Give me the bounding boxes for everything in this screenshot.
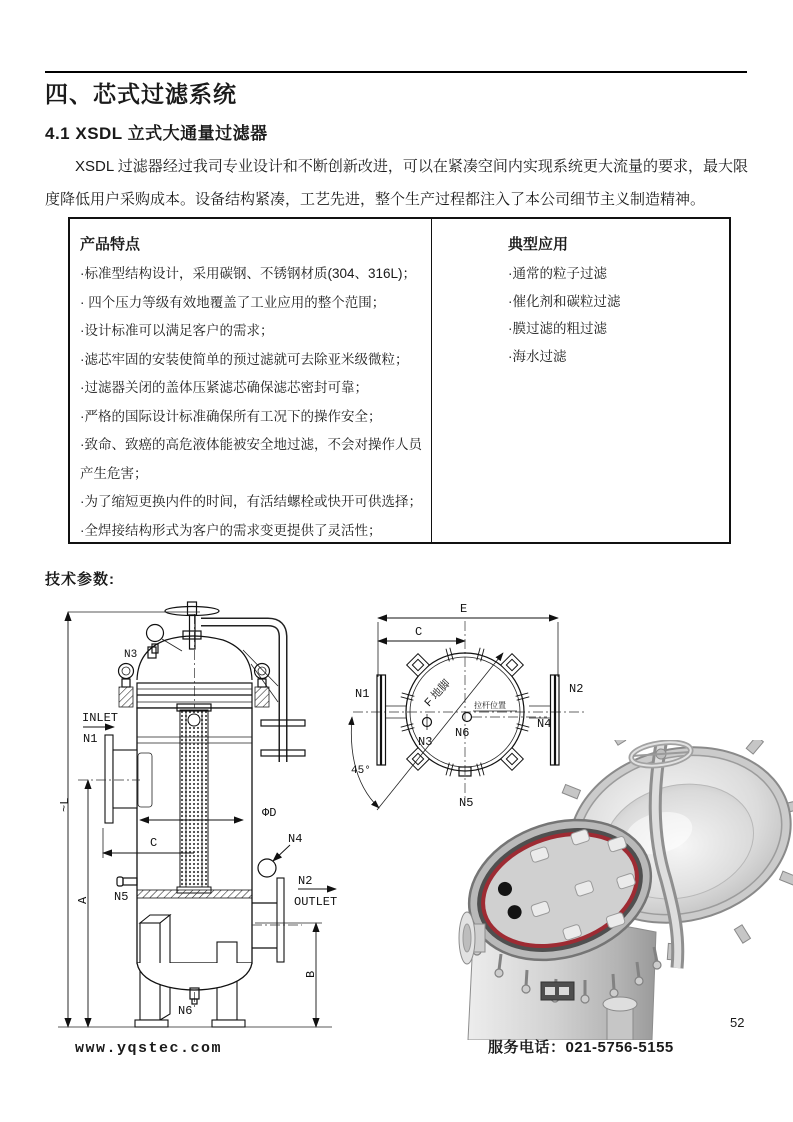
svg-text:C: C xyxy=(415,625,423,639)
label-n2-top: N2 xyxy=(569,682,584,696)
label-n6: N6 xyxy=(178,1004,193,1018)
section-title: 四、芯式过滤系统 xyxy=(45,81,237,107)
nameplate xyxy=(541,982,574,1000)
label-n4-top: N4 xyxy=(537,717,552,731)
outlet-nozzle xyxy=(252,878,302,962)
features-column xyxy=(70,219,432,542)
application-item: ·海水过滤 xyxy=(508,348,567,364)
dim-E xyxy=(378,602,558,677)
label-foot: F 地脚 xyxy=(422,677,453,710)
feature-item: ·设计标准可以满足客户的需求； xyxy=(80,323,274,338)
svg-text:E: E xyxy=(460,602,468,616)
label-n1-top: N1 xyxy=(355,687,370,701)
intro-paragraph: XSDL 过滤器经过我司专业设计和不断创新改进，可以在紧凑空间内实现系统更大流量的要求，最大限度降低用户采购成本。设备结构紧凑，工艺先进，整个生产过程都注入了本公司细节主义制造精神。 xyxy=(45,158,748,208)
feature-item: · 四个压力等级有效地覆盖了工业应用的整个范围； xyxy=(80,294,386,310)
feature-item: ·过滤器关闭的盖体压紧滤芯确保滤芯密封可靠； xyxy=(80,380,368,395)
website-link[interactable]: www.yqstec.com xyxy=(75,1040,223,1057)
front-view-drawing xyxy=(40,590,350,1040)
label-n3: N3 xyxy=(124,649,138,661)
feature-item: ·标准型结构设计，采用碳钢、不锈钢材质(304、316L)； xyxy=(80,266,417,281)
features-title: 产品特点 xyxy=(80,236,141,253)
angle-arc xyxy=(351,717,379,808)
feature-item: ·为了缩短更换内件的时间，有活结螺栓或快开可供选择； xyxy=(80,494,422,509)
pressure-gauge xyxy=(147,625,183,654)
label-n5-top: N5 xyxy=(459,796,474,810)
service-phone: 服务电话：021-5756-5155 xyxy=(488,1039,674,1056)
subsection-title: 4.1 XSDL 立式大通量过滤器 xyxy=(45,124,268,143)
header-rule xyxy=(45,71,747,73)
product-photo xyxy=(455,740,793,1040)
feature-item: ·全焊接结构形式为客户的需求变更提供了灵活性； xyxy=(80,522,382,538)
label-n4: N4 xyxy=(288,832,303,846)
tech-params-heading: 技术参数: xyxy=(45,571,115,588)
n3-boss xyxy=(423,714,432,730)
dim-C-top xyxy=(378,625,465,641)
applications-column xyxy=(432,219,729,542)
label-angle: 45° xyxy=(351,765,371,777)
application-item: ·通常的粒子过滤 xyxy=(508,266,607,281)
feature-table xyxy=(68,217,731,544)
dim-B xyxy=(255,923,322,1027)
label-n6-top: N6 xyxy=(455,726,470,740)
tube-sheet xyxy=(137,890,252,898)
label-n2: N2 xyxy=(298,874,313,888)
n5-nozzle xyxy=(117,877,137,886)
n1-flange xyxy=(377,675,407,765)
n4-gauge xyxy=(258,859,276,877)
cartridge-bundle xyxy=(177,704,211,893)
applications-title: 典型应用 xyxy=(508,236,569,253)
svg-text:~L: ~L xyxy=(58,797,72,812)
svg-text:B: B xyxy=(304,970,318,978)
label-n1: N1 xyxy=(83,732,98,746)
feature-item: ·滤芯牢固的安装使简单的预过滤就可去除亚米级微粒； xyxy=(80,351,409,367)
n6-boss xyxy=(463,713,472,722)
svg-text:C: C xyxy=(150,836,158,850)
swing-bolt-left xyxy=(119,664,134,708)
application-item: ·催化剂和碳粒过滤 xyxy=(508,293,621,309)
foot-flange xyxy=(603,997,637,1040)
svg-text:ΦD: ΦD xyxy=(262,806,277,820)
label-n3-top: N3 xyxy=(418,735,433,749)
label-outlet: OUTLET xyxy=(294,895,338,909)
label-n5: N5 xyxy=(114,890,129,904)
application-item: ·膜过滤的粗过滤 xyxy=(508,321,607,336)
label-inlet: INLET xyxy=(82,711,119,725)
feature-item: ·严格的国际设计标准确保所有工况下的操作安全； xyxy=(80,408,382,424)
dim-A xyxy=(76,780,90,1027)
label-rod-position: 拉杆位置 xyxy=(474,701,506,710)
svg-text:A: A xyxy=(76,896,90,904)
feature-item: ·致命、致癌的高危液体能被安全地过滤，不会对操作人员产生危害； xyxy=(80,437,422,481)
page-number: 52 xyxy=(730,1015,745,1030)
